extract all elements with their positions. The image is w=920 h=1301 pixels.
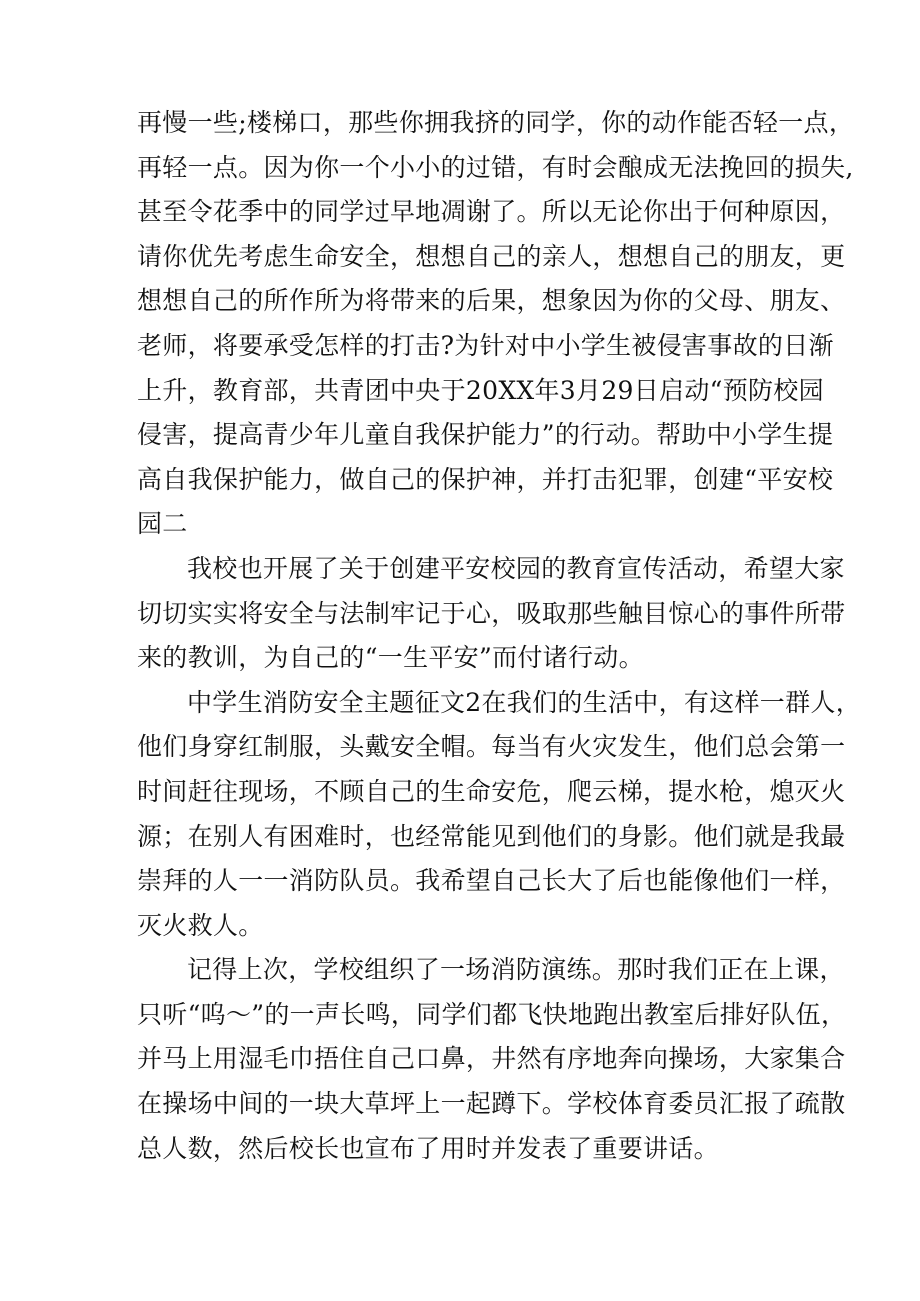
text-line: 并马上用湿毛巾捂住自己口鼻，井然有序地奔向操场，大家集合 [137, 1044, 846, 1074]
text-line: 再轻一点。因为你一个小小的过错，有时会酿成无法挽回的损失, [137, 152, 854, 182]
paragraph [137, 681, 862, 949]
paragraph [137, 547, 846, 681]
text-line: 再慢一些;楼梯口，那些你拥我挤的同学，你的动作能否轻一点， [137, 108, 855, 137]
text-line: 只听“呜～”的一声长鸣，同学们都飞快地跑出教室后排好队伍， [137, 999, 847, 1029]
text-line: 灭火救人。 [137, 910, 264, 940]
paragraph [137, 948, 847, 1171]
text-line: 他们身穿红制服，头戴安全帽。每当有火灾发生，他们总会第一 [137, 732, 846, 762]
paragraph [137, 101, 855, 547]
text-line: 在操场中间的一块大草坪上一起蹲下。学校体育委员汇报了疏散 [137, 1089, 846, 1119]
text-line: 崇拜的人一一消防队员。我希望自己长大了后也能像他们一样， [137, 866, 846, 896]
text-line: 侵害，提高青少年儿童自我保护能力”的行动。帮助中小学生提 [137, 420, 834, 450]
text-line: 源；在别人有困难时，也经常能见到他们的身影。他们就是我最 [137, 821, 846, 851]
text-line: 请你优先考虑生命安全，想想自己的亲人，想想自己的朋友，更 [137, 241, 846, 271]
text-line: 老师，将要承受怎样的打击?为针对中小学生被侵害事故的日渐 [137, 330, 834, 360]
text-line: 上升，教育部，共青团中央于20XX年3月29日启动“预防校园 [137, 375, 824, 405]
text-line: 园二 [137, 509, 188, 539]
text-line: 中学生消防安全主题征文2在我们的生活中，有这样一群人， [187, 687, 862, 717]
text-line: 总人数，然后校长也宣布了用时并发表了重要讲话。 [137, 1133, 719, 1163]
text-line: 时间赶往现场，不顾自己的生命安危，爬云梯，提水枪，熄灭火 [137, 776, 846, 806]
text-line: 想想自己的所作所为将带来的后果，想象因为你的父母、朋友、 [137, 286, 846, 316]
text-line: 切切实实将安全与法制牢记于心，吸取那些触目惊心的事件所带 [137, 598, 846, 628]
document-body [137, 101, 862, 1171]
text-line: 来的教训，为自己的“一生平安”而付诸行动。 [137, 643, 644, 673]
text-line: 记得上次，学校组织了一场消防演练。那时我们正在上课， [187, 955, 845, 985]
text-line: 高自我保护能力，做自己的保护神，并打击犯罪，创建“平安校 [137, 464, 834, 494]
text-line: 甚至令花季中的同学过早地凋谢了。所以无论你出于何种原因， [137, 197, 846, 227]
text-line: 我校也开展了关于创建平安校园的教育宣传活动，希望大家 [187, 553, 845, 583]
